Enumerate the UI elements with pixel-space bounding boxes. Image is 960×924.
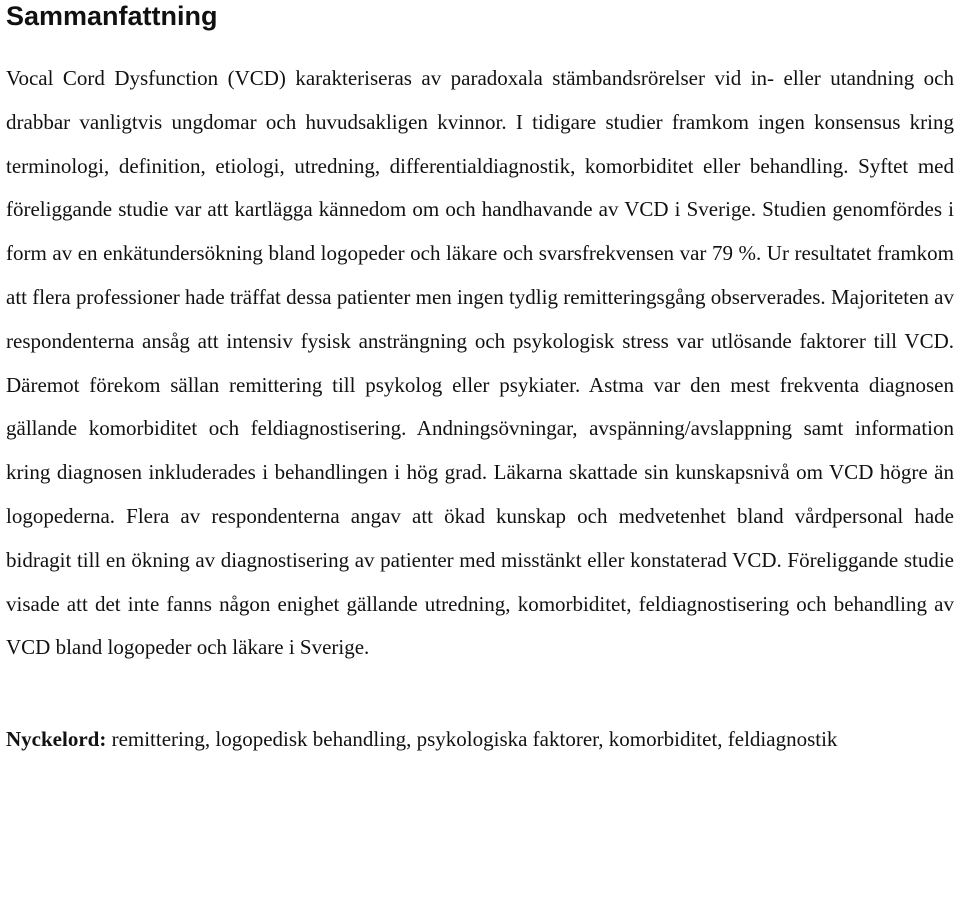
keywords-label: Nyckelord: <box>6 727 107 752</box>
section-heading: Sammanfattning <box>6 1 218 31</box>
keywords-list: remittering, logopedisk behandling, psykologiska faktorer, komorbiditet, feldiagnostik <box>106 727 838 752</box>
keywords-paragraph <box>6 724 954 754</box>
abstract-paragraph: Vocal Cord Dysfunction (VCD) karakteriseras av paradoxala stämbandsrörelser vid in- eller utandning och drabbar vanligtvis ungdomar och huvudsakligen kvinnor. I tidigare studier framkom ingen konsensus kring terminologi, definition, etiologi, utredning, differentialdiagnostik, komorbiditet eller behandling. Syftet med föreliggande studie var att kartlägga kännedom om och handhavande av VCD i Sverige. Studien genomfördes i form av en enkätundersökning bland logopeder och läkare och svarsfrekvensen var 79 %. Ur resultatet framkom att flera professioner hade träffat dessa patienter men ingen tydlig remitteringsgång observerades. Majoriteten av respondenterna ansåg att intensiv fysisk ansträngning och psykologisk stress var utlösande faktorer till VCD. Däremot förekom sällan remittering till psykolog eller psykiater. Astma var den mest frekventa diagnosen gällande komorbiditet och feldiagnostisering. Andningsövningar, avspänning/avslappning samt information kring diagnosen inkluderades i behandlingen i hög grad. Läkarna skattade sin kunskapsnivå om VCD högre än logopederna. Flera av respondenterna angav att ökad kunskap och medvetenhet bland vårdpersonal hade bidragit till en ökning av diagnostisering av patienter med misstänkt eller konstaterad VCD. Föreliggande studie visade att det inte fanns någon enighet gällande utredning, komorbiditet, feldiagnostisering och behandling av VCD bland logopeder och läkare i Sverige. <box>6 66 954 660</box>
